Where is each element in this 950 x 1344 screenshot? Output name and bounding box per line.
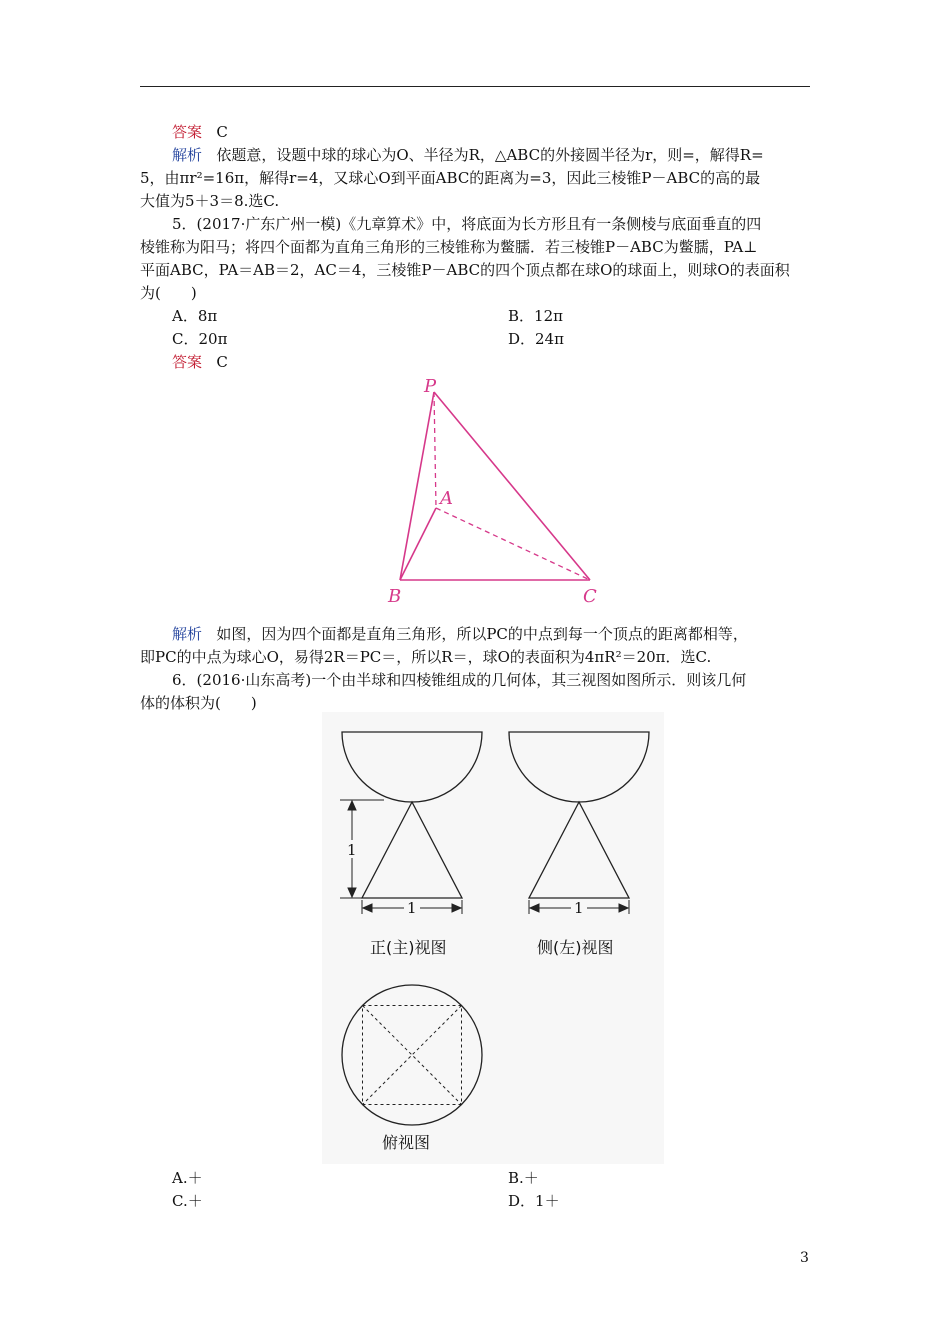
header-rule [140, 86, 810, 87]
q5-answer-label: 答案 [172, 353, 203, 371]
q5-option-a: A．8π [172, 307, 218, 325]
dim-front-width-label: 1 [407, 899, 417, 917]
q5-stem-line2: 棱锥称为阳马；将四个面都为直角三角形的三棱锥称为鳖臑．若三棱锥P－ABC为鳖臑，PA⊥ [140, 238, 758, 256]
q5-analysis-line1 [172, 624, 748, 644]
q5-answer-line [172, 352, 228, 372]
edge-pc [434, 392, 590, 580]
edge-ba [400, 508, 436, 580]
edge-pb [400, 392, 434, 580]
q6-option-c: C.＋ [172, 1192, 203, 1210]
label-p: P [424, 376, 437, 397]
q6-option-a: A.＋ [172, 1169, 203, 1187]
label-a: A [440, 488, 453, 509]
q5-option-c: C．20π [172, 330, 228, 348]
q5-answer-value: C [216, 353, 228, 371]
page-number: 3 [800, 1250, 809, 1266]
q6-stem-line2: 体的体积为( ) [140, 694, 257, 712]
q5-analysis-label: 解析 [172, 625, 203, 643]
three-view-figure [322, 712, 664, 1164]
label-c: C [583, 586, 597, 607]
q6-stem-line1: 6．(2016·山东高考)一个由半球和四棱锥组成的几何体，其三视图如图所示．则该几何 [172, 671, 747, 689]
tetrahedron-figure [370, 370, 620, 610]
q4-answer-label: 答案 [172, 123, 203, 141]
q6-option-d: D．1＋ [508, 1192, 560, 1210]
dim-height-label: 1 [347, 841, 357, 859]
q5-stem-line4: 为( ) [140, 284, 197, 302]
q5-stem-line3: 平面ABC，PA＝AB＝2，AC＝4，三棱锥P－ABC的四个顶点都在球O的球面上，则球O的表面积 [140, 261, 790, 279]
q4-analysis-line2: 5，由πr²=16π，解得r=4，又球心O到平面ABC的距离为=3，因此三棱锥P－ABC的高的最 [140, 169, 761, 187]
q6-option-b: B.＋ [508, 1169, 539, 1187]
q5-analysis-line2: 即PC的中点为球心O，易得2R＝PC＝，所以R＝，球O的表面积为4πR²＝20π．选C. [140, 648, 712, 666]
side-view-caption: 侧(左)视图 [537, 938, 614, 957]
q4-answer-line [172, 122, 228, 142]
q5-option-b: B．12π [508, 307, 563, 325]
q4-analysis-label: 解析 [172, 146, 203, 164]
dim-side-width-label: 1 [574, 899, 584, 917]
top-view-caption: 俯视图 [382, 1133, 431, 1152]
q5-stem-line1: 5．(2017·广东广州一模)《九章算术》中，将底面为长方形且有一条侧棱与底面垂直的四 [172, 215, 762, 233]
label-b: B [388, 586, 402, 607]
edge-ac-hidden [436, 508, 590, 580]
q4-analysis-line3: 大值为5＋3＝8.选C. [140, 192, 280, 210]
q5-option-d: D．24π [508, 330, 564, 348]
q4-answer-value: C [216, 123, 228, 141]
edge-pa-hidden [434, 392, 436, 508]
q5-analysis-text1: 如图，因为四个面都是直角三角形，所以PC的中点到每一个顶点的距离都相等， [216, 625, 748, 643]
q4-analysis-text1: 依题意，设题中球的球心为O、半径为R，△ABC的外接圆半径为r，则=，解得R= [216, 146, 764, 164]
front-view-caption: 正(主)视图 [370, 938, 447, 957]
q4-analysis-line1 [172, 145, 764, 165]
